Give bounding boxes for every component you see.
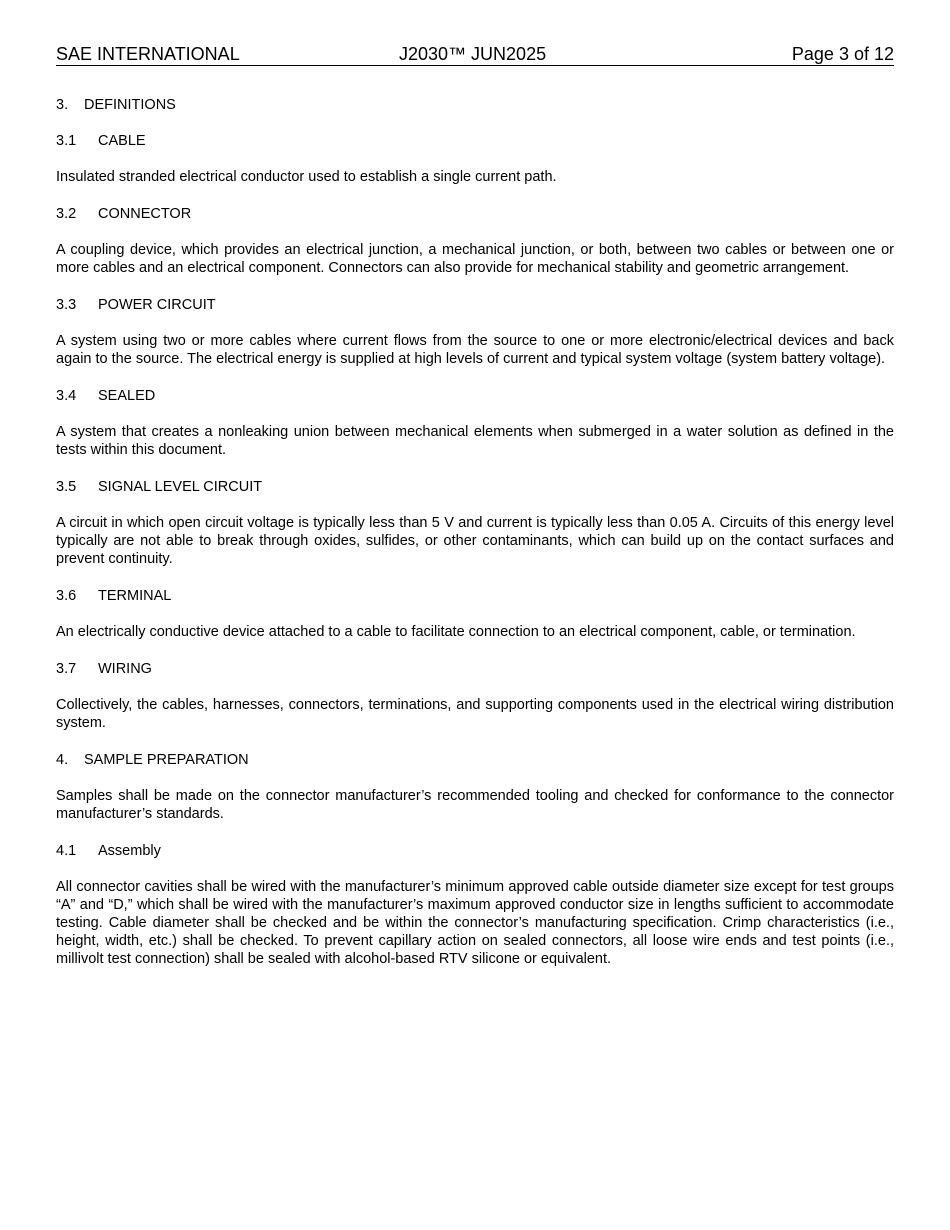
section-heading-signal-level-circuit: 3.5 SIGNAL LEVEL CIRCUIT: [56, 479, 263, 495]
definition-cable-text: Insulated stranded electrical conductor used to establish a single current path.: [56, 169, 557, 185]
assembly-text: All connector cavities shall be wired with the manufacturer’s minimum approved cable outside diameter size except for test groups “A” and “D,” which shall be wired with the manufacturer’s maximum approved conductor size in lengths sufficient to accommodate testing. Cable diameter shall be checked and be within the connector’s manufacturing specification. Crimp characteristics (i.e., height, width, etc.) shall be checked. To prevent capillary action on sealed connectors, all loose wire ends and test points (i.e., millivolt test connection) shall be sealed with alcohol-based RTV silicone or equivalent.: [56, 879, 894, 967]
section-heading-power-circuit: 3.3 POWER CIRCUIT: [56, 297, 216, 313]
section-heading-terminal: 3.6 TERMINAL: [56, 588, 172, 604]
header-org: SAE INTERNATIONAL: [56, 44, 240, 64]
definition-terminal-text: An electrically conductive device attached to a cable to facilitate connection to an electrical component, cable, or termination.: [56, 624, 856, 640]
section-heading-assembly: 4.1 Assembly: [56, 843, 161, 859]
document-body: [56, 96, 894, 968]
definition-connector-text: A coupling device, which provides an electrical junction, a mechanical junction, or both, between two cables or between one or more cables and an electrical component. Connectors can also provide for mechanical stability and geometric arrangement.: [56, 242, 894, 276]
page-header: [56, 43, 894, 66]
definition-power-circuit-text: A system using two or more cables where current flows from the source to one or more electronic/electrical devices and back again to the source. The electrical energy is supplied at high levels of current and typical system voltage (system battery voltage).: [56, 333, 894, 367]
section-heading-sealed: 3.4 SEALED: [56, 388, 156, 404]
definition-sealed-text: A system that creates a nonleaking union between mechanical elements when submerged in a water solution as defined in the tests within this document.: [56, 424, 894, 458]
section-heading-sample-preparation: 4. SAMPLE PREPARATION: [56, 752, 249, 768]
section-heading-connector: 3.2 CONNECTOR: [56, 206, 192, 222]
section-heading-cable: 3.1 CABLE: [56, 133, 146, 149]
sample-preparation-text: Samples shall be made on the connector manufacturer’s recommended tooling and checked for conformance to the connector manufacturer’s standards.: [56, 788, 894, 822]
definition-wiring-text: Collectively, the cables, harnesses, connectors, terminations, and supporting components used in the electrical wiring distribution system.: [56, 697, 894, 731]
section-heading-definitions: 3. DEFINITIONS: [56, 97, 176, 113]
section-heading-wiring: 3.7 WIRING: [56, 661, 152, 677]
header-page-number: Page 3 of 12: [791, 44, 894, 64]
definition-signal-level-circuit-text: A circuit in which open circuit voltage is typically less than 5 V and current is typically less than 0.05 A. Circuits of this energy level typically are not able to break through oxides, sulfides, or other contaminants, which can build up on the contact surfaces and prevent continuity.: [56, 515, 894, 567]
header-doc-id: J2030™ JUN2025: [399, 44, 547, 64]
